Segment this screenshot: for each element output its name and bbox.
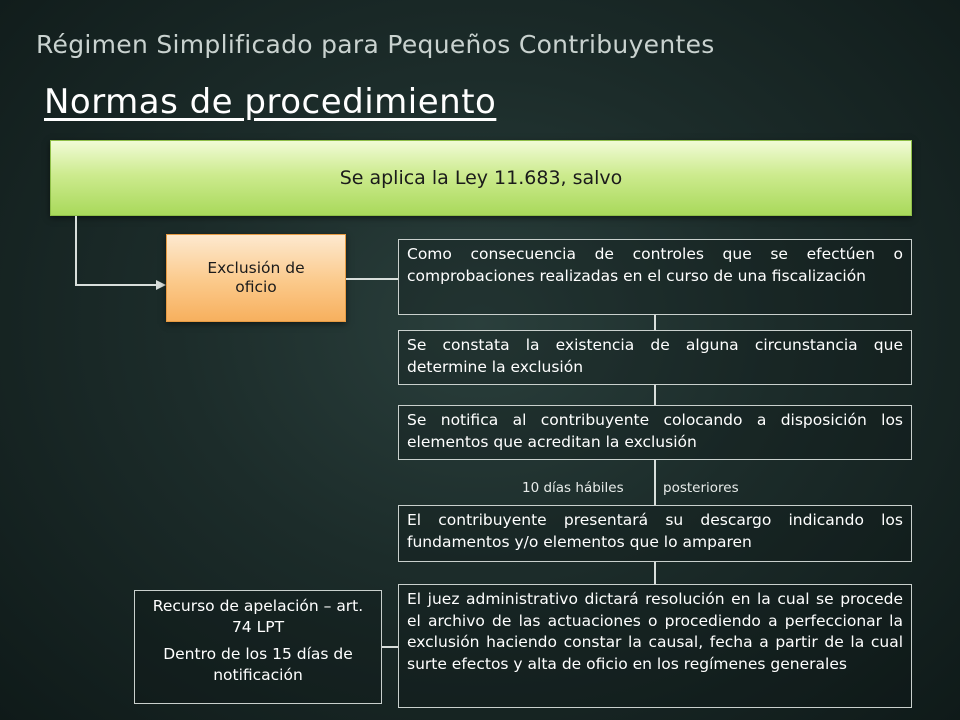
appeal-box <box>134 590 382 704</box>
gap-label-left: 10 días hábiles <box>522 480 624 496</box>
appeal-deadline: Dentro de los 15 días de notificación <box>163 645 353 684</box>
step-box-5 <box>398 584 912 708</box>
connector-line <box>654 460 656 505</box>
connector-line <box>654 385 656 405</box>
connector-line <box>382 646 398 648</box>
connector-line <box>654 315 656 330</box>
law-banner-text: Se aplica la Ley 11.683, salvo <box>339 167 623 189</box>
gap-label-right: posteriores <box>663 480 739 496</box>
step-text-2: Se constata la existencia de alguna circunstancia que determine la exclusión <box>407 336 903 376</box>
connector-line <box>346 278 398 280</box>
step-box-2 <box>398 330 912 385</box>
page-title: Normas de procedimiento <box>44 82 497 122</box>
step-text-4: El contribuyente presentará su descargo indicando los fundamentos y/o elementos que lo amparen <box>407 511 903 551</box>
step-box-4 <box>398 505 912 562</box>
appeal-title: Recurso de apelación – art. 74 LPT <box>152 597 364 636</box>
arrowhead-icon <box>156 280 166 290</box>
presentation-subtitle: Régimen Simplificado para Pequeños Contribuyentes <box>36 30 715 59</box>
step-box-3 <box>398 405 912 460</box>
exclusion-label: Exclusión de oficio <box>207 259 305 296</box>
exclusion-de-oficio-box <box>166 234 346 322</box>
step-text-3: Se notifica al contribuyente colocando a disposición los elementos que acreditan la exclusión <box>407 411 903 451</box>
connector-line <box>654 562 656 584</box>
law-banner <box>50 140 912 216</box>
step-text-1: Como consecuencia de controles que se efectúen o comprobaciones realizadas en el curso de una fiscalización <box>407 245 903 285</box>
step-box-1 <box>398 239 912 315</box>
step-text-5: El juez administrativo dictará resolución en la cual se procede el archivo de las actuaciones o procediendo a perfeccionar la exclusión haciendo constar la causal, fecha a partir de la cual surte efectos y alta de oficio en los regímenes generales <box>407 590 903 673</box>
